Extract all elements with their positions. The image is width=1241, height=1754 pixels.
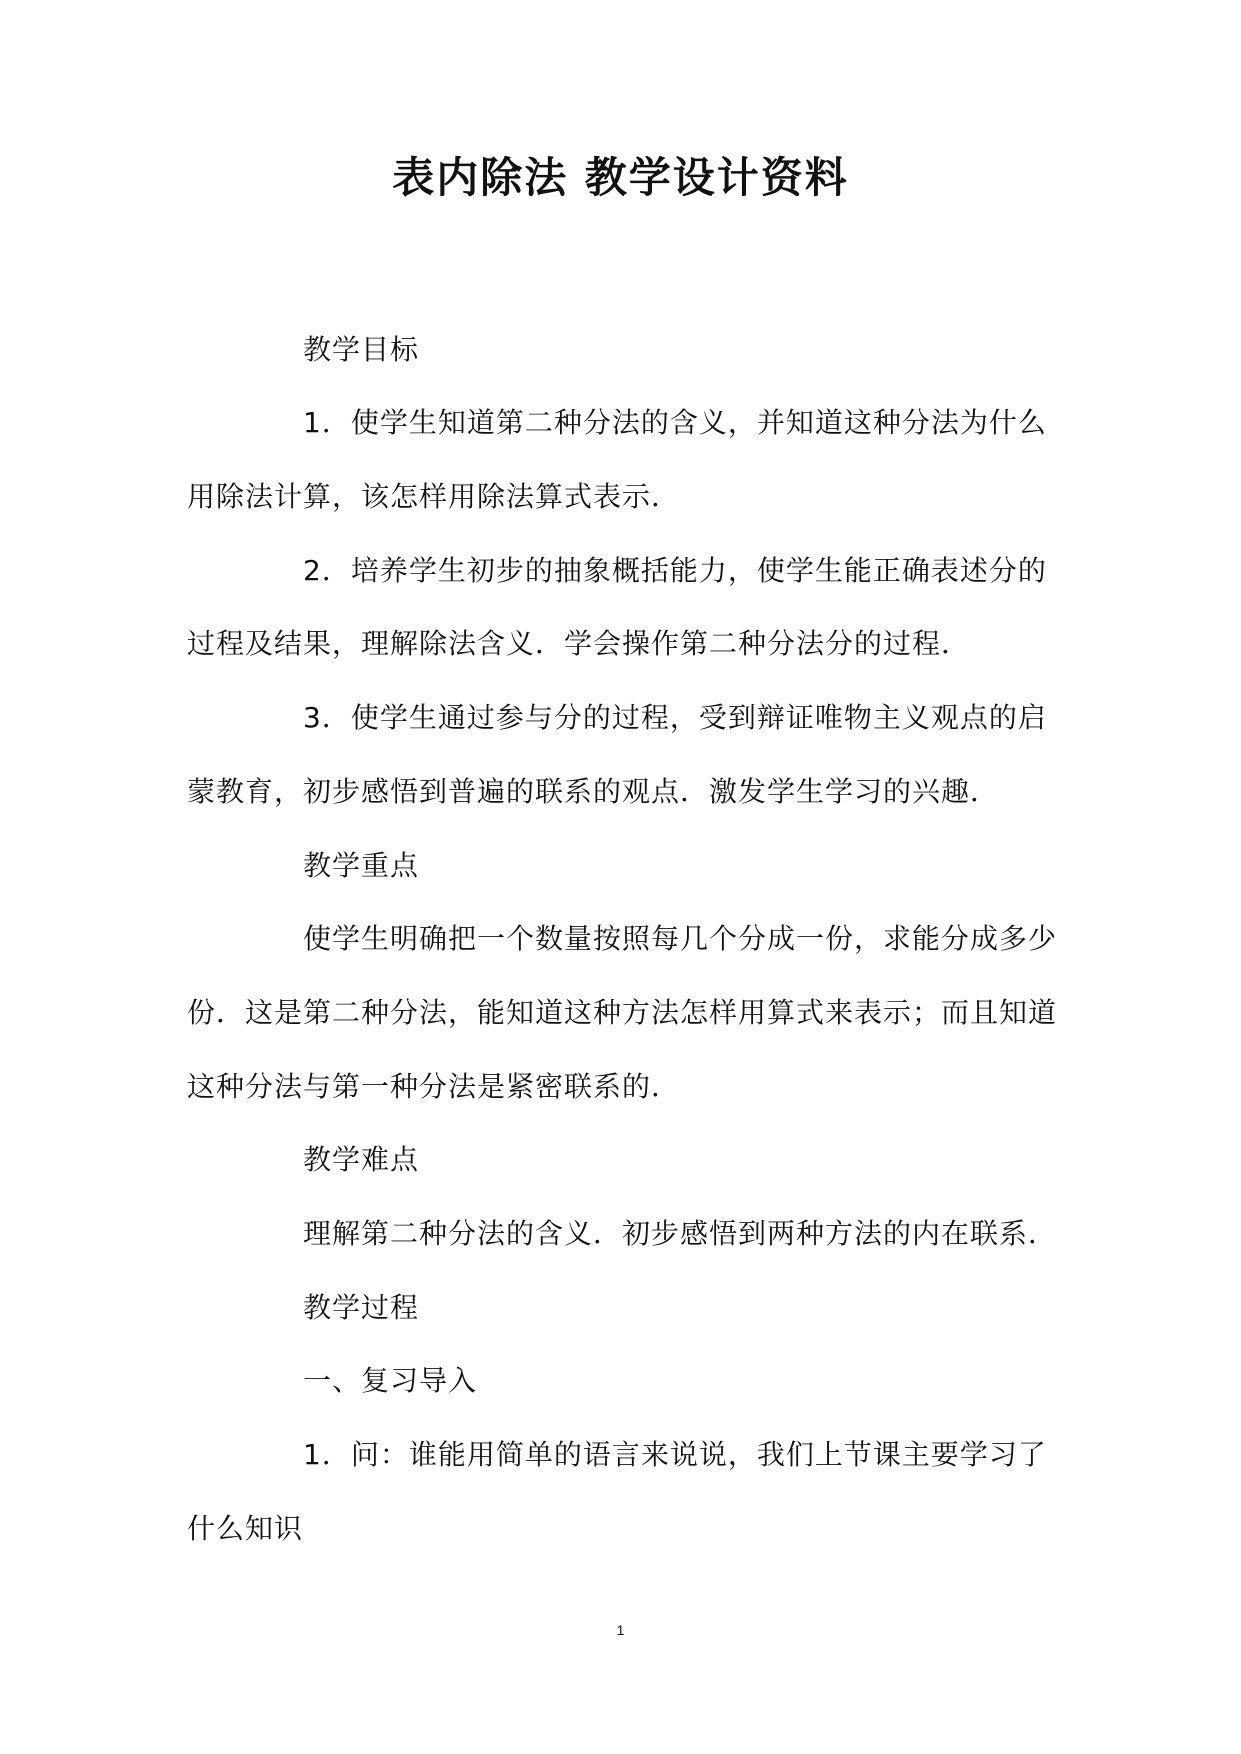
paragraph-line: 过程及结果，理解除法含义．学会操作第二种分法分的过程． xyxy=(187,627,971,660)
document-title: 表内除法 教学设计资料 xyxy=(392,153,849,202)
paragraph-line: 2．培养学生初步的抽象概括能力，使学生能正确表述分的 xyxy=(303,554,1047,587)
subsection-heading-review: 一、复习导入 xyxy=(303,1364,478,1397)
paragraph-line: 份．这是第二种分法，能知道这种方法怎样用算式来表示；而且知道 xyxy=(187,996,1058,1029)
paragraph-line: 使学生明确把一个数量按照每几个分成一份，求能分成多少 xyxy=(303,922,1058,955)
paragraph-line: 这种分法与第一种分法是紧密联系的． xyxy=(187,1070,681,1103)
paragraph-line: 用除法计算，该怎样用除法算式表示． xyxy=(187,480,681,513)
page-number: 1 xyxy=(616,1622,625,1638)
paragraph-line: 理解第二种分法的含义．初步感悟到两种方法的内在联系． xyxy=(303,1217,1058,1250)
paragraph-line: 1．问：谁能用简单的语言来说说，我们上节课主要学习了 xyxy=(303,1438,1047,1471)
section-heading-difficulties: 教学难点 xyxy=(303,1143,420,1176)
section-heading-objectives: 教学目标 xyxy=(303,333,420,366)
section-heading-process: 教学过程 xyxy=(303,1291,420,1324)
section-heading-key-points: 教学重点 xyxy=(303,849,420,882)
paragraph-line: 蒙教育，初步感悟到普遍的联系的观点．激发学生学习的兴趣． xyxy=(187,775,1000,808)
paragraph-line: 1．使学生知道第二种分法的含义，并知道这种分法为什么 xyxy=(303,406,1047,439)
paragraph-line: 3．使学生通过参与分的过程，受到辩证唯物主义观点的启 xyxy=(303,701,1047,734)
paragraph-line: 什么知识 xyxy=(187,1512,304,1545)
